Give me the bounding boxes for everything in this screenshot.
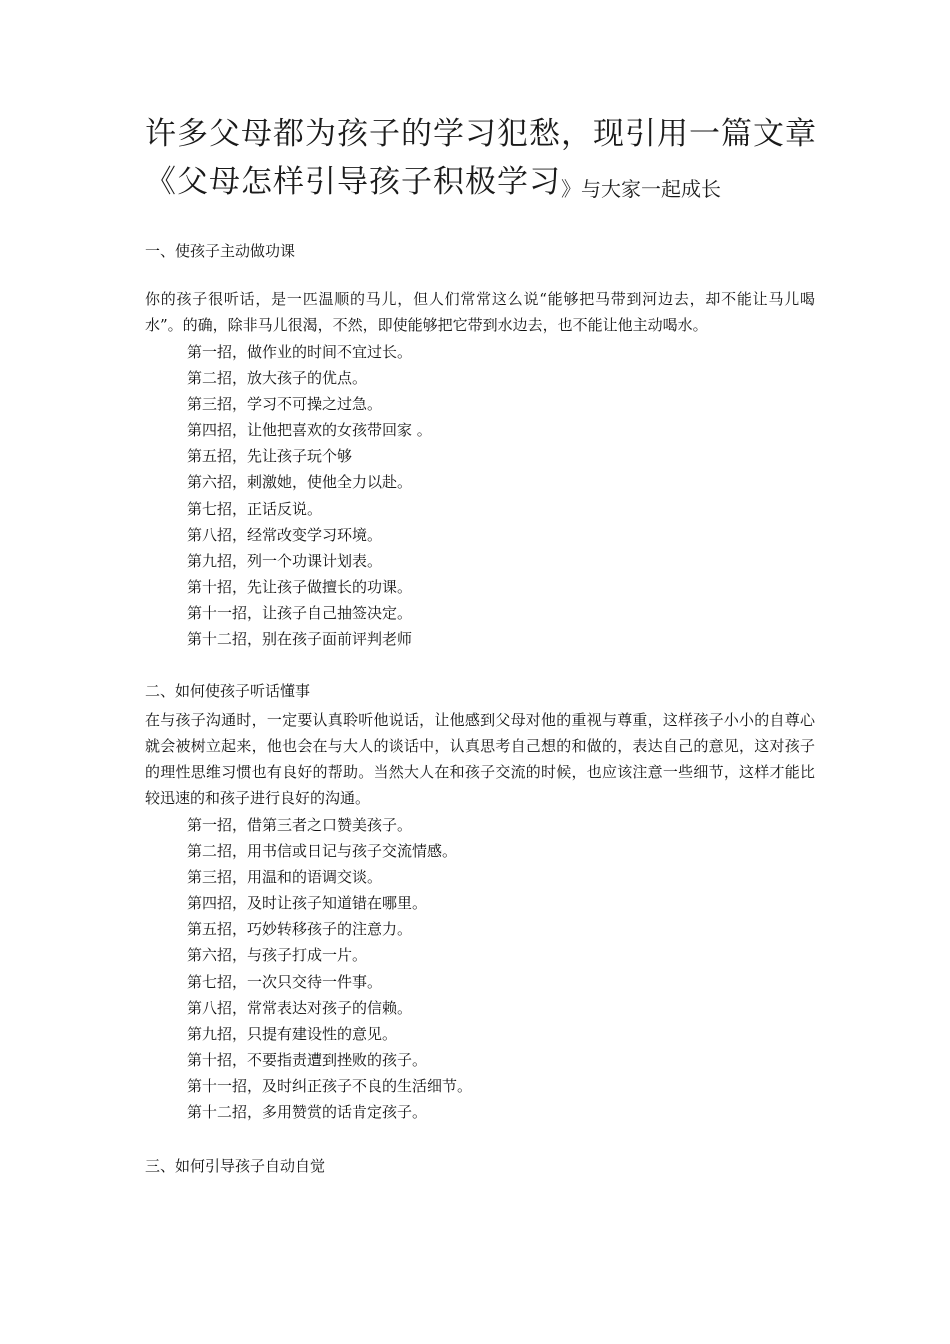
- tip-item: 第一招，做作业的时间不宜过长。: [187, 343, 413, 361]
- tip-item: 第八招，经常改变学习环境。: [187, 525, 383, 544]
- tip-item: 第二招，放大孩子的优点。: [187, 369, 368, 388]
- tip-item: 第一招，借第三者之口赞美孩子。: [187, 816, 413, 834]
- tip-item: 第九招，只提有建设性的意见。: [187, 1024, 398, 1043]
- tip-item: 第十二招，多用赞赏的话肯定孩子。: [187, 1103, 428, 1122]
- title-main: 许多父母都为孩子的学习犯愁，现引用一篇文章《父母怎样引导孩子积极学习: [145, 116, 817, 200]
- tip-item: 第七招，一次只交待一件事。: [187, 972, 383, 991]
- document-title: [145, 110, 825, 213]
- section-1-tips-list: [187, 339, 432, 652]
- tip-item: 第二招，用书信或日记与孩子交流情感。: [187, 842, 458, 861]
- tip-item: 第十二招，别在孩子面前评判老师: [187, 630, 413, 649]
- section-2-tips-list: [187, 812, 472, 1125]
- tip-item: 第四招，让他把喜欢的女孩带回家 。: [187, 421, 432, 440]
- tip-item: 第五招，先让孩子玩个够: [187, 447, 353, 466]
- tip-item: 第六招，刺激她，使他全力以赴。: [187, 473, 413, 492]
- section-1-heading: 一、使孩子主动做功课: [145, 242, 296, 260]
- section-3-heading: 三、如何引导孩子自动自觉: [145, 1157, 326, 1175]
- tip-item: 第六招，与孩子打成一片。: [187, 946, 368, 965]
- tip-item: 第十一招，让孩子自己抽签决定。: [187, 603, 413, 622]
- section-1-paragraph: 你的孩子很听话，是一匹温顺的马儿，但人们常常这么说“能够把马带到河边去，却不能让马儿喝水”。的确，除非马儿很渴，不然，即使能够把它带到水边去，也不能让他主动喝水。: [145, 290, 815, 334]
- tip-item: 第十招，先让孩子做擅长的功课。: [187, 577, 413, 596]
- section-2-paragraph: 在与孩子沟通时，一定要认真聆听他说话，让他感到父母对他的重视与尊重，这样孩子小小的自尊心就会被树立起来，他也会在与大人的谈话中，认真思考自己想的和做的，表达自己的意见，这对孩子的理性思维习惯也有良好的帮助。当然大人在和孩子交流的时候，也应该注意一些细节，这样才能比较迅速的和孩子进行良好的沟通。: [145, 711, 815, 807]
- tip-item: 第四招，及时让孩子知道错在哪里。: [187, 894, 428, 913]
- tip-item: 第八招，常常表达对孩子的信赖。: [187, 998, 413, 1017]
- tip-item: 第十一招，及时纠正孩子不良的生活细节。: [187, 1076, 473, 1095]
- title-suffix: 》与大家一起成长: [561, 177, 721, 201]
- tip-item: 第九招，列一个功课计划表。: [187, 551, 383, 570]
- tip-item: 第七招，正话反说。: [187, 499, 323, 518]
- tip-item: 第五招，巧妙转移孩子的注意力。: [187, 920, 413, 939]
- tip-item: 第三招，学习不可操之过急。: [187, 395, 383, 414]
- section-2-heading: 二、如何使孩子听话懂事: [145, 682, 311, 700]
- tip-item: 第三招，用温和的语调交谈。: [187, 868, 383, 887]
- tip-item: 第十招，不要指责遭到挫败的孩子。: [187, 1050, 428, 1069]
